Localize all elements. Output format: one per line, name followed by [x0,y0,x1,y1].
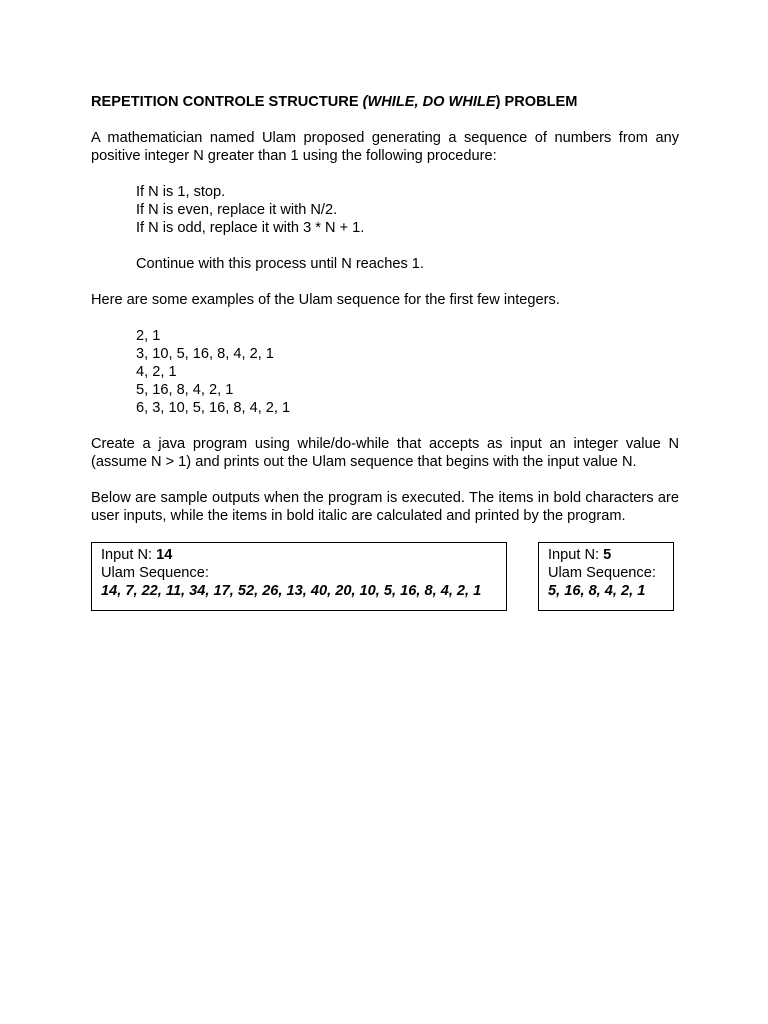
intro-paragraph: A mathematician named Ulam proposed generating a sequence of numbers from any positive integer N greater than 1 using the following procedure: [91,130,679,164]
examples-list [91,327,679,417]
continue-text: Continue with this process until N reaches 1. [136,256,424,272]
title-part-3: ) PROBLEM [495,94,578,110]
sequence-label: Ulam Sequence: [548,565,656,581]
sequence-output: 5, 16, 8, 4, 2, 1 [548,583,646,599]
input-label: Input N: [548,547,604,563]
task-paragraph: Create a java program using while/do-while that accepts as input an integer value N (assume N > 1) and prints out the Ulam sequence that begins with the input value N. [91,436,679,470]
sample-intro-paragraph: Below are sample outputs when the program is executed. The items in bold characters are user inputs, while the items in bold italic are calculated and printed by the program. [91,490,679,524]
title-part-1: REPETITION CONTROLE STRUCTURE [91,94,363,110]
example-sequence: 6, 3, 10, 5, 16, 8, 4, 2, 1 [136,400,291,416]
input-value: 5 [603,547,612,563]
rules-list [91,183,679,273]
input-line [101,546,497,564]
input-value: 14 [156,547,173,563]
example-sequence: 3, 10, 5, 16, 8, 4, 2, 1 [136,346,274,362]
rule-item: If N is 1, stop. [136,184,226,200]
problem-title [91,93,679,111]
rule-item: If N is even, replace it with N/2. [136,202,338,218]
sample-output-box [538,542,674,611]
rule-item: If N is odd, replace it with 3 * N + 1. [136,220,365,236]
input-line [548,546,664,564]
document-body [91,93,679,525]
sequence-output: 14, 7, 22, 11, 34, 17, 52, 26, 13, 40, 20, 10, 5, 16, 8, 4, 2, 1 [101,583,482,599]
examples-intro: Here are some examples of the Ulam sequence for the first few integers. [91,292,560,308]
example-sequence: 4, 2, 1 [136,364,177,380]
sample-output-box [91,542,507,611]
title-part-2: (WHILE, DO WHILE [362,94,496,110]
example-sequence: 2, 1 [136,328,161,344]
example-sequence: 5, 16, 8, 4, 2, 1 [136,382,234,398]
input-label: Input N: [101,547,157,563]
sample-outputs [91,542,674,612]
sequence-label: Ulam Sequence: [101,565,209,581]
